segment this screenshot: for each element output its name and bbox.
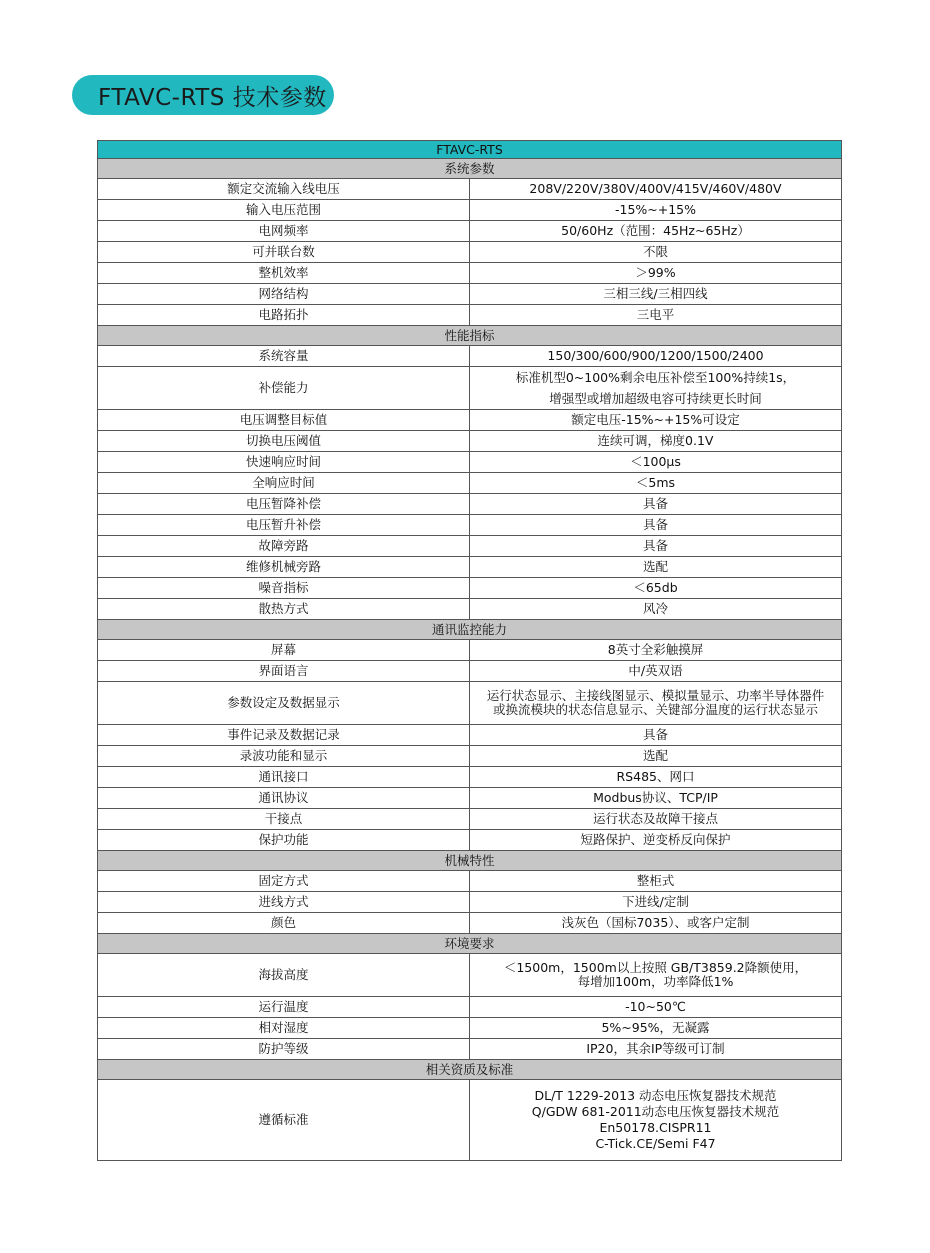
value-line: C-Tick.CE/Semi F47 (595, 1136, 716, 1151)
row-label: 输入电压范围 (98, 200, 470, 221)
table-row (98, 452, 842, 473)
row-label: 噪音指标 (98, 578, 470, 599)
table-row (98, 473, 842, 494)
table-row (98, 830, 842, 851)
table-row (98, 305, 842, 326)
row-label: 录波功能和显示 (98, 746, 470, 767)
row-value: 额定电压-15%~+15%可设定 (470, 410, 842, 431)
row-value: ＞99% (470, 263, 842, 284)
value-line: 运行状态显示、主接线图显示、模拟量显示、功率半导体器件 (486, 688, 825, 703)
row-label: 通讯协议 (98, 788, 470, 809)
table-row (98, 1018, 842, 1039)
table-row (98, 515, 842, 536)
table-row (98, 725, 842, 746)
row-value: 浅灰色（国标7035）、或客户定制 (470, 913, 842, 934)
table-row (98, 871, 842, 892)
row-value: ＜5ms (470, 473, 842, 494)
row-value: 5%~95%，无凝露 (470, 1018, 842, 1039)
section-title: 性能指标 (98, 326, 842, 346)
row-label: 电压调整目标值 (98, 410, 470, 431)
table-row (98, 346, 842, 367)
row-value: IP20，其余IP等级可订制 (470, 1039, 842, 1060)
section-title: 机械特性 (98, 851, 842, 871)
top-header-cell: FTAVC-RTS (98, 141, 842, 159)
row-value (470, 367, 842, 410)
row-label: 补偿能力 (98, 367, 470, 410)
row-label: 通讯接口 (98, 767, 470, 788)
row-value: 不限 (470, 242, 842, 263)
section-title: 系统参数 (98, 159, 842, 179)
value-line: 增强型或增加超级电容可持续更长时间 (549, 391, 762, 406)
row-label: 散热方式 (98, 599, 470, 620)
value-line: En50178.CISPR11 (599, 1120, 712, 1135)
row-label: 额定交流输入线电压 (98, 179, 470, 200)
table-row (98, 599, 842, 620)
table-row (98, 682, 842, 725)
section-title: 环境要求 (98, 934, 842, 954)
value-line: 每增加100m，功率降低1% (577, 974, 734, 989)
row-label: 全响应时间 (98, 473, 470, 494)
row-label: 遵循标准 (98, 1080, 470, 1161)
row-value: Modbus协议、TCP/IP (470, 788, 842, 809)
row-label: 电压暂升补偿 (98, 515, 470, 536)
table-row (98, 221, 842, 242)
table-row (98, 557, 842, 578)
table-row (98, 997, 842, 1018)
row-label: 界面语言 (98, 661, 470, 682)
table-row (98, 913, 842, 934)
section-mechanical (98, 851, 842, 871)
row-label: 干接点 (98, 809, 470, 830)
row-label: 参数设定及数据显示 (98, 682, 470, 725)
table-row (98, 200, 842, 221)
row-value: ＜65db (470, 578, 842, 599)
table-row (98, 661, 842, 682)
row-value: ＜100μs (470, 452, 842, 473)
value-line: ＜1500m，1500m以上按照 GB/T3859.2降额使用， (503, 960, 808, 975)
row-label: 可并联台数 (98, 242, 470, 263)
section-standards (98, 1060, 842, 1080)
table-row (98, 578, 842, 599)
value-line: 标准机型0~100%剩余电压补偿至100%持续1s， (515, 370, 796, 385)
table-row (98, 1080, 842, 1161)
row-label: 整机效率 (98, 263, 470, 284)
row-value: 选配 (470, 557, 842, 578)
row-value: 具备 (470, 725, 842, 746)
table-row (98, 410, 842, 431)
table-row (98, 746, 842, 767)
table-row (98, 788, 842, 809)
row-label: 电网频率 (98, 221, 470, 242)
row-value: RS485、网口 (470, 767, 842, 788)
page-title-text: FTAVC-RTS 技术参数 (98, 84, 327, 111)
section-performance (98, 326, 842, 346)
row-label: 切换电压阈值 (98, 431, 470, 452)
row-value: 208V/220V/380V/400V/415V/460V/480V (470, 179, 842, 200)
row-value: 中/英双语 (470, 661, 842, 682)
row-label: 相对湿度 (98, 1018, 470, 1039)
row-label: 进线方式 (98, 892, 470, 913)
row-value: 短路保护、逆变桥反向保护 (470, 830, 842, 851)
section-environment (98, 934, 842, 954)
row-label: 故障旁路 (98, 536, 470, 557)
row-label: 屏幕 (98, 640, 470, 661)
row-label: 颜色 (98, 913, 470, 934)
table-row (98, 263, 842, 284)
row-label: 运行温度 (98, 997, 470, 1018)
table-top-header (98, 141, 842, 159)
section-communication (98, 620, 842, 640)
row-value (470, 954, 842, 997)
row-value: 下进线/定制 (470, 892, 842, 913)
table-row (98, 431, 842, 452)
table-row (98, 179, 842, 200)
row-label: 保护功能 (98, 830, 470, 851)
row-value: 三电平 (470, 305, 842, 326)
row-label: 网络结构 (98, 284, 470, 305)
row-label: 固定方式 (98, 871, 470, 892)
section-system (98, 159, 842, 179)
table-row (98, 536, 842, 557)
row-label: 防护等级 (98, 1039, 470, 1060)
table-row (98, 809, 842, 830)
value-line: 或换流模块的状态信息显示、关键部分温度的运行状态显示 (492, 702, 818, 717)
row-value: 8英寸全彩触摸屏 (470, 640, 842, 661)
row-value: -15%~+15% (470, 200, 842, 221)
row-value (470, 1080, 842, 1161)
row-value: 运行状态及故障干接点 (470, 809, 842, 830)
row-label: 快速响应时间 (98, 452, 470, 473)
row-value: 具备 (470, 515, 842, 536)
row-value: 选配 (470, 746, 842, 767)
table-row (98, 494, 842, 515)
row-value: 整柜式 (470, 871, 842, 892)
table-row (98, 640, 842, 661)
table-row (98, 954, 842, 997)
row-label: 事件记录及数据记录 (98, 725, 470, 746)
table-row (98, 892, 842, 913)
table-row (98, 242, 842, 263)
row-value: 三相三线/三相四线 (470, 284, 842, 305)
row-label: 海拔高度 (98, 954, 470, 997)
row-value: 150/300/600/900/1200/1500/2400 (470, 346, 842, 367)
value-line: DL/T 1229-2013 动态电压恢复器技术规范 (534, 1088, 777, 1103)
table-row (98, 284, 842, 305)
row-value: 具备 (470, 536, 842, 557)
row-value: -10~50℃ (470, 997, 842, 1018)
row-label: 维修机械旁路 (98, 557, 470, 578)
spec-table (97, 140, 842, 1161)
row-value: 50/60Hz（范围：45Hz~65Hz） (470, 221, 842, 242)
value-line: Q/GDW 681-2011动态电压恢复器技术规范 (531, 1104, 780, 1119)
row-label: 电路拓扑 (98, 305, 470, 326)
row-label: 系统容量 (98, 346, 470, 367)
table-row (98, 367, 842, 410)
table-row (98, 767, 842, 788)
row-value (470, 682, 842, 725)
row-value: 风冷 (470, 599, 842, 620)
row-value: 具备 (470, 494, 842, 515)
row-label: 电压暂降补偿 (98, 494, 470, 515)
row-value: 连续可调，梯度0.1V (470, 431, 842, 452)
section-title: 相关资质及标准 (98, 1060, 842, 1080)
table-row (98, 1039, 842, 1060)
section-title: 通讯监控能力 (98, 620, 842, 640)
page-title (72, 75, 334, 115)
